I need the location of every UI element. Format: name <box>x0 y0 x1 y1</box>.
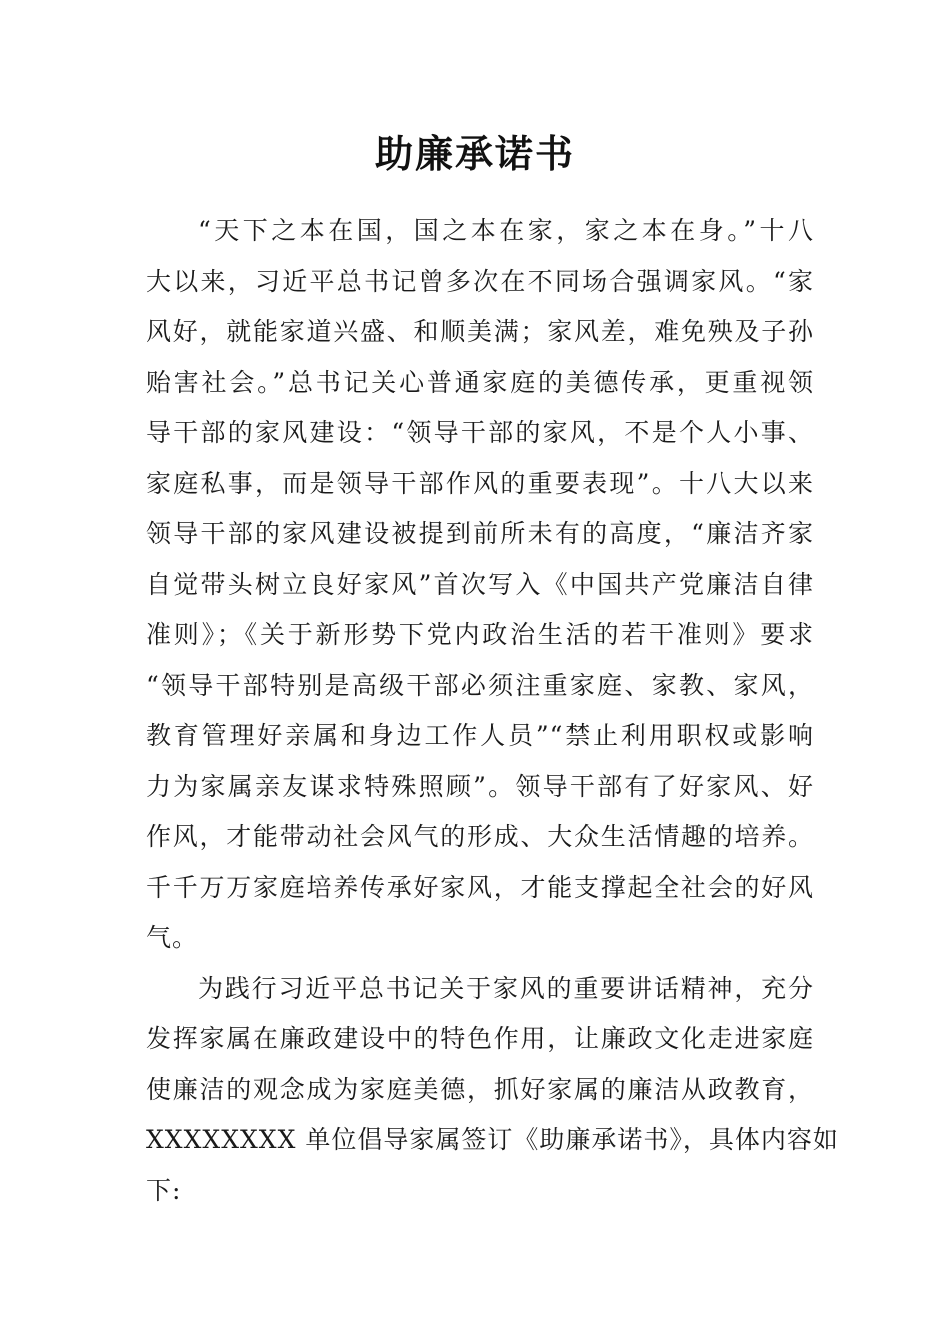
text-line: “领导干部特别是高级干部必须注重家庭、家教、家风， <box>146 670 814 700</box>
text-line: “天下之本在国，国之本在家，家之本在身。”十八 <box>198 216 814 245</box>
text-line: 大以来，习近平总书记曾多次在不同场合强调家风。“家 <box>146 266 814 296</box>
text-line: 准则》；《关于新形势下党内政治生活的若干准则》要求 <box>146 620 814 649</box>
text-line: 领导干部的家风建设被提到前所未有的高度，“廉洁齐家 <box>146 519 814 548</box>
text-line: 下: <box>146 1175 182 1205</box>
text-line: 使廉洁的观念成为家庭美德，抓好家属的廉洁从政教育， <box>146 1074 814 1104</box>
text-line: 发挥家属在廉政建设中的特色作用，让廉政文化走进家庭 <box>146 1024 814 1053</box>
paragraph-commitment <box>146 964 839 1217</box>
text-line: 千千万万家庭培养传承好家风，才能支撑起全社会的好风 <box>146 872 814 902</box>
document-body <box>146 206 839 1216</box>
text-line: 气。 <box>146 923 199 952</box>
text-line: 导干部的家风建设：“领导干部的家风，不是个人小事、 <box>146 418 814 447</box>
text-line: 自觉带头树立良好家风”首次写入《中国共产党廉洁自律 <box>146 569 814 599</box>
document-title: 助廉承诺书 <box>374 131 575 176</box>
text-line: 作风，才能带动社会风气的形成、大众生活情趣的培养。 <box>146 822 814 851</box>
text-line: XXXXXXXX 单位倡导家属签订《助廉承诺书》，具体内容如 <box>146 1125 839 1154</box>
text-line: 为践行习近平总书记关于家风的重要讲话精神，充分 <box>198 973 814 1003</box>
paragraph-intro <box>146 206 814 964</box>
text-line: 家庭私事，而是领导干部作风的重要表现”。十八大以来 <box>146 468 814 498</box>
text-line: 贻害社会。”总书记关心普通家庭的美德传承，更重视领 <box>146 367 814 397</box>
text-line: 风好，就能家道兴盛、和顺美满；家风差，难免殃及子孙 <box>146 317 814 346</box>
text-line: 力为家属亲友谋求特殊照顾”。领导干部有了好家风、好 <box>146 771 814 801</box>
text-line: 教育管理好亲属和身边工作人员”“禁止利用职权或影响 <box>146 721 814 750</box>
